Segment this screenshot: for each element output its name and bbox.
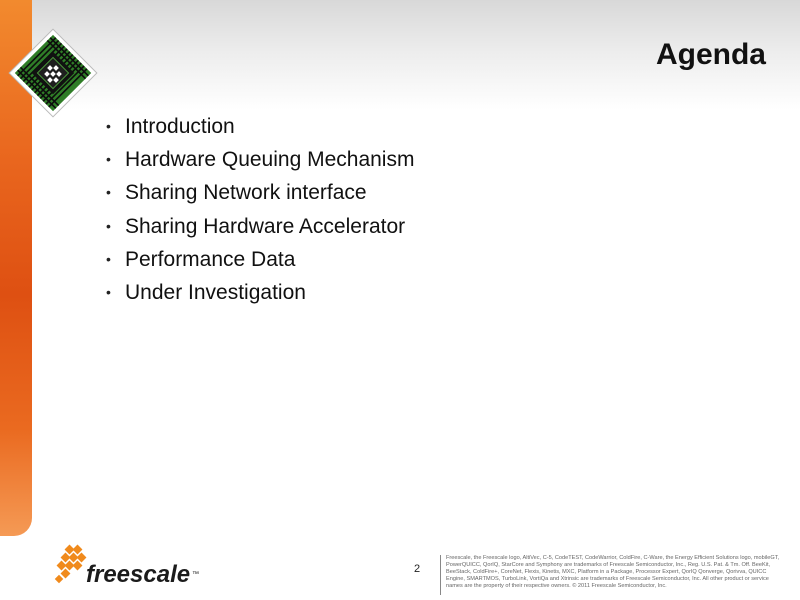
footer-divider <box>440 555 441 595</box>
bullet-icon: • <box>106 184 111 201</box>
agenda-item-label: Under Investigation <box>125 280 306 304</box>
freescale-logo-icon <box>54 544 204 586</box>
page-number: 2 <box>414 563 421 575</box>
brand-wordmark: freescale <box>86 561 191 586</box>
bullet-icon: • <box>106 217 111 234</box>
list-item <box>104 245 414 278</box>
agenda-item-label: Hardware Queuing Mechanism <box>125 148 415 172</box>
freescale-chip-logo-icon <box>8 28 98 118</box>
agenda-item-label: Sharing Hardware Accelerator <box>125 214 406 238</box>
bullet-icon: • <box>106 118 111 134</box>
slide-title: Agenda <box>655 38 766 71</box>
list-item <box>104 278 414 311</box>
list-item <box>104 212 414 245</box>
agenda-item-label: Introduction <box>125 115 235 138</box>
agenda-list <box>104 112 414 311</box>
list-item <box>104 112 414 145</box>
bullet-icon: • <box>106 151 111 168</box>
agenda-item-label: Sharing Network interface <box>125 181 367 205</box>
list-item <box>104 178 414 211</box>
legal-disclaimer: Freescale, the Freescale logo, AltiVec, C-5, CodeTEST, CodeWarrior, ColdFire, C-Ware, the Energy Efficient Solutions logo, mobileGT, PowerQUICC, QorIQ, StarCore and Symphony are trademarks of Freescale Semiconductor, Inc., Reg. U.S. Pat. & Tm. Off. BeeKit, BeeStack, ColdFire+, CoreNet, Flexis, Kinetis, MXC, Platform in a Package, Processor Expert, QorIQ Qonverge, Qorivva, QUICC Engine, SMARTMOS, TurboLink, VortiQa and Xtrinsic are trademarks of Freescale Semiconductor, Inc. All other product or service names are the property of their respective owners. © 2011 Freescale Semiconductor, Inc. <box>446 555 780 589</box>
bullet-icon: • <box>106 250 111 267</box>
bullet-icon: • <box>106 283 111 300</box>
list-item <box>104 145 414 178</box>
trademark-symbol: ™ <box>192 571 199 578</box>
agenda-item-label: Performance Data <box>125 247 296 271</box>
